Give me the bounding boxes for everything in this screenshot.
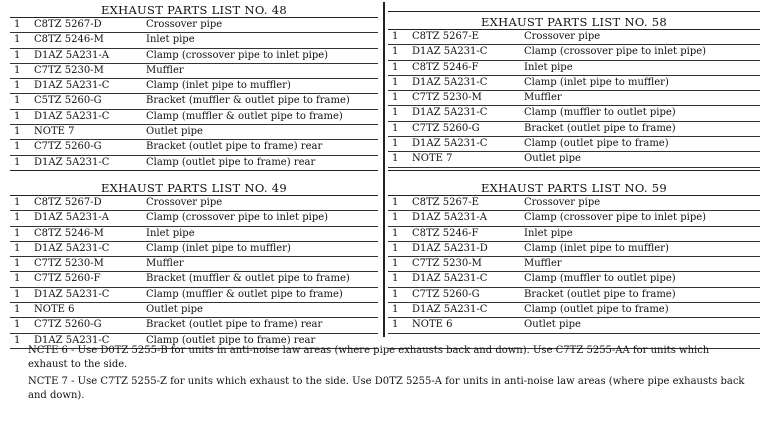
qty-cell: 1 [392, 197, 399, 208]
part-number-cell: C7TZ 5260-G [412, 288, 480, 300]
description-cell: Bracket (outlet pipe to frame) rear [146, 319, 323, 331]
part-number-cell: D1AZ 5A231-C [34, 110, 110, 122]
table-row [388, 45, 760, 60]
description-cell: Crossover pipe [524, 31, 601, 42]
table-row [10, 211, 378, 226]
part-number-cell: C7TZ 5230-M [412, 92, 482, 104]
list-title: EXHAUST PARTS LIST NO. 48 [100, 3, 288, 17]
qty-cell: 1 [392, 61, 399, 73]
qty-cell: 1 [14, 319, 21, 331]
part-number-cell: D1AZ 5A231-C [412, 304, 488, 316]
part-number-cell: D1AZ 5A231-C [34, 288, 110, 300]
description-cell: Outlet pipe [146, 126, 203, 138]
table-row [10, 140, 378, 155]
description-cell: Clamp (inlet pipe to muffler) [146, 80, 291, 92]
qty-cell: 1 [392, 319, 399, 331]
part-number-cell: C8TZ 5246-F [412, 227, 479, 239]
qty-cell: 1 [392, 212, 399, 224]
part-number-cell: C7TZ 5260-G [412, 122, 480, 134]
qty-cell: 1 [14, 334, 21, 346]
table-row [10, 227, 378, 242]
top-rule [388, 11, 760, 12]
part-number-cell: D1AZ 5A231-C [412, 76, 488, 88]
table-row [388, 303, 760, 318]
description-cell: Clamp (crossover pipe to inlet pipe) [146, 49, 329, 61]
description-cell: Muffler [524, 92, 562, 104]
table-row [388, 272, 760, 287]
description-cell: Muffler [146, 64, 184, 76]
table-row [10, 303, 378, 318]
table-row [388, 137, 760, 152]
note-label: NCTE 6 - [28, 345, 75, 356]
description-cell: Clamp (inlet pipe to muffler) [524, 242, 669, 254]
description-cell: Clamp (crossover pipe to inlet pipe) [524, 46, 707, 58]
qty-cell: 1 [14, 227, 21, 239]
qty-cell: 1 [392, 46, 399, 58]
part-number-cell: C8TZ 5267-E [412, 31, 479, 42]
qty-cell: 1 [14, 197, 21, 208]
note-text: Use D0TZ 5255-B for units in anti-noise law areas (where pipe exhausts back and down). Use C7TZ 5255-AA for units which exhaust to the side. [28, 345, 710, 370]
table-row [10, 156, 378, 171]
list-title: EXHAUST PARTS LIST NO. 49 [100, 181, 288, 195]
description-cell: Crossover pipe [146, 197, 223, 208]
table-row [388, 30, 760, 45]
qty-cell: 1 [14, 304, 21, 316]
part-number-cell: D1AZ 5A231-C [34, 80, 110, 92]
qty-cell: 1 [14, 242, 21, 254]
description-cell: Bracket (outlet pipe to frame) rear [146, 141, 323, 153]
qty-cell: 1 [14, 110, 21, 122]
part-number-cell: C8TZ 5246-M [34, 34, 104, 46]
qty-cell: 1 [392, 76, 399, 88]
table-row [10, 110, 378, 125]
part-number-cell: C8TZ 5267-E [412, 197, 479, 208]
table-row [388, 242, 760, 257]
table-row [10, 79, 378, 94]
part-number-cell: D1AZ 5A231-C [412, 46, 488, 58]
table-row [10, 33, 378, 48]
part-number-cell: C7TZ 5230-M [34, 64, 104, 76]
description-cell: Outlet pipe [524, 319, 581, 331]
table-row [388, 288, 760, 303]
table-row [388, 152, 760, 167]
description-cell: Clamp (muffler to outlet pipe) [524, 273, 676, 285]
qty-cell: 1 [14, 141, 21, 153]
part-number-cell: D1AZ 5A231-C [34, 156, 110, 168]
qty-cell: 1 [14, 288, 21, 300]
part-number-cell: C8TZ 5246-F [412, 61, 479, 73]
parts-rows [10, 18, 378, 171]
description-cell: Crossover pipe [146, 19, 223, 30]
part-number-cell: C7TZ 5260-F [34, 273, 101, 285]
description-cell: Clamp (outlet pipe to frame) [524, 304, 669, 316]
qty-cell: 1 [392, 153, 399, 165]
part-number-cell: C7TZ 5260-G [34, 141, 102, 153]
table-row [388, 91, 760, 106]
parts-list-49 [10, 170, 378, 349]
part-number-cell: C8TZ 5267-D [34, 197, 102, 208]
description-cell: Clamp (muffler & outlet pipe to frame) [146, 110, 343, 122]
description-cell: Bracket (outlet pipe to frame) [524, 122, 676, 134]
list-title: EXHAUST PARTS LIST NO. 59 [480, 181, 668, 195]
table-row [388, 211, 760, 226]
description-cell: Clamp (crossover pipe to inlet pipe) [146, 212, 329, 224]
qty-cell: 1 [392, 107, 399, 119]
table-row [388, 61, 760, 76]
description-cell: Muffler [146, 258, 184, 270]
description-cell: Muffler [524, 258, 562, 270]
note-text: Use C7TZ 5255-Z for units which exhaust to the side. Use D0TZ 5255-A for units in anti-noise law areas (where pipe exhausts back and down). [28, 376, 745, 401]
table-row [10, 242, 378, 257]
description-cell: Crossover pipe [524, 197, 601, 208]
qty-cell: 1 [392, 242, 399, 254]
description-cell: Clamp (muffler & outlet pipe to frame) [146, 288, 343, 300]
description-cell: Inlet pipe [524, 61, 573, 73]
description-cell: Bracket (muffler & outlet pipe to frame) [146, 95, 350, 107]
note-6 [28, 344, 748, 372]
qty-cell: 1 [14, 273, 21, 285]
part-number-cell: D1AZ 5A231-C [412, 273, 488, 285]
table-row [10, 125, 378, 140]
table-row [10, 196, 378, 211]
qty-cell: 1 [14, 95, 21, 107]
description-cell: Inlet pipe [146, 34, 195, 46]
top-rule [388, 170, 760, 171]
part-number-cell: C7TZ 5260-G [34, 319, 102, 331]
qty-cell: 1 [14, 64, 21, 76]
table-row [10, 318, 378, 333]
qty-cell: 1 [14, 212, 21, 224]
description-cell: Clamp (outlet pipe to frame) [524, 138, 669, 150]
parts-list-48 [10, 3, 378, 171]
part-number-cell: D1AZ 5A231-C [34, 242, 110, 254]
description-cell: Bracket (muffler & outlet pipe to frame) [146, 273, 350, 285]
part-number-cell: C8TZ 5267-D [34, 19, 102, 30]
table-row [10, 272, 378, 287]
list-title: EXHAUST PARTS LIST NO. 58 [480, 15, 668, 29]
qty-cell: 1 [14, 49, 21, 61]
part-number-cell: D1AZ 5A231-C [412, 138, 488, 150]
table-row [10, 94, 378, 109]
note-label: NCTE 7 - [28, 376, 75, 387]
qty-cell: 1 [14, 19, 21, 30]
part-number-cell: NOTE 7 [34, 126, 75, 138]
part-number-cell: C5TZ 5260-G [34, 95, 102, 107]
description-cell: Outlet pipe [524, 153, 581, 165]
description-cell: Outlet pipe [146, 304, 203, 316]
qty-cell: 1 [14, 126, 21, 138]
parts-list-58 [388, 3, 760, 168]
description-cell: Clamp (outlet pipe to frame) rear [146, 156, 316, 168]
table-row [388, 227, 760, 242]
description-cell: Inlet pipe [146, 227, 195, 239]
qty-cell: 1 [392, 122, 399, 134]
parts-rows [10, 196, 378, 349]
part-number-cell: D1AZ 5A231-A [412, 212, 487, 224]
parts-rows [388, 30, 760, 168]
description-cell: Clamp (inlet pipe to muffler) [524, 76, 669, 88]
part-number-cell: D1AZ 5A231-C [412, 107, 488, 119]
part-number-cell: C7TZ 5230-M [34, 258, 104, 270]
part-number-cell: D1AZ 5A231-C [34, 334, 110, 346]
part-number-cell: NOTE 7 [412, 153, 453, 165]
qty-cell: 1 [392, 288, 399, 300]
qty-cell: 1 [392, 138, 399, 150]
description-cell: Bracket (outlet pipe to frame) [524, 288, 676, 300]
qty-cell: 1 [14, 258, 21, 270]
qty-cell: 1 [14, 80, 21, 92]
qty-cell: 1 [392, 258, 399, 270]
table-row [10, 49, 378, 64]
part-number-cell: NOTE 6 [412, 319, 453, 331]
description-cell: Clamp (outlet pipe to frame) rear [146, 334, 316, 346]
part-number-cell: D1AZ 5A231-A [34, 212, 109, 224]
table-row [10, 18, 378, 33]
qty-cell: 1 [392, 227, 399, 239]
table-row [10, 257, 378, 272]
description-cell: Clamp (inlet pipe to muffler) [146, 242, 291, 254]
part-number-cell: D1AZ 5A231-D [412, 242, 488, 254]
parts-list-59 [388, 170, 760, 349]
table-row [388, 196, 760, 211]
qty-cell: 1 [392, 304, 399, 316]
top-rule [10, 170, 378, 171]
part-number-cell: NOTE 6 [34, 304, 75, 316]
table-row [388, 318, 760, 333]
notes-section [28, 344, 748, 406]
part-number-cell: C8TZ 5246-M [34, 227, 104, 239]
table-row [388, 257, 760, 272]
qty-cell: 1 [392, 92, 399, 104]
qty-cell: 1 [392, 31, 399, 42]
parts-rows [388, 196, 760, 334]
qty-cell: 1 [14, 156, 21, 168]
description-cell: Inlet pipe [524, 227, 573, 239]
part-number-cell: C7TZ 5230-M [412, 258, 482, 270]
table-row [388, 76, 760, 91]
column-divider [383, 2, 385, 337]
qty-cell: 1 [392, 273, 399, 285]
description-cell: Clamp (muffler to outlet pipe) [524, 107, 676, 119]
description-cell: Clamp (crossover pipe to inlet pipe) [524, 212, 707, 224]
part-number-cell: D1AZ 5A231-A [34, 49, 109, 61]
table-row [388, 122, 760, 137]
note-7 [28, 375, 748, 403]
qty-cell: 1 [14, 34, 21, 46]
table-row [10, 64, 378, 79]
table-row [10, 288, 378, 303]
table-row [388, 106, 760, 121]
